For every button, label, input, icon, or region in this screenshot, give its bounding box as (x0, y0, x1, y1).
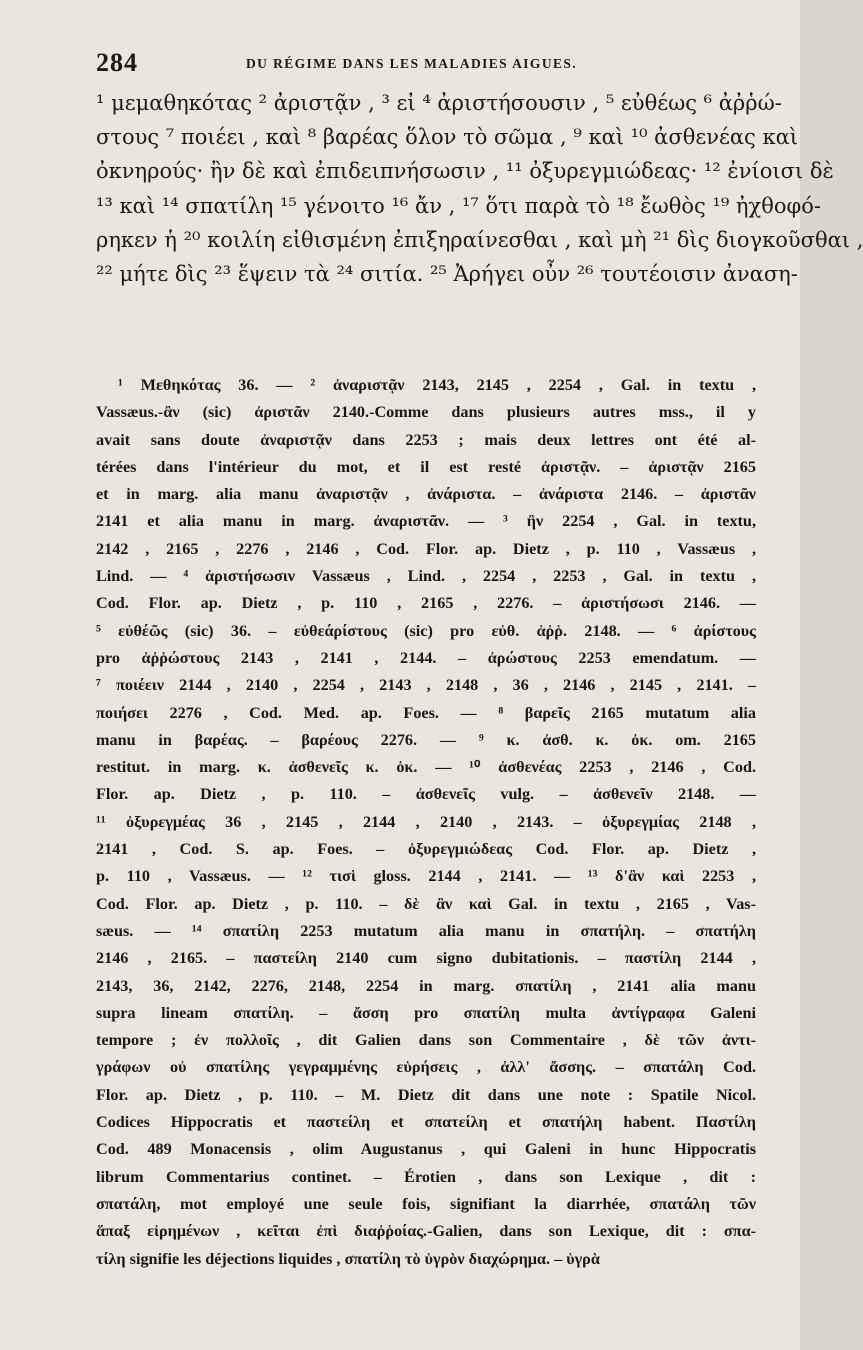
footnote-line: 2142 , 2165 , 2276 , 2146 , Cod. Flor. ap. Dietz , p. 110 , Vassæus , (96, 539, 756, 558)
footnote-line: τίλη signifie les déjections liquides , σπατίλη τὸ ὑγρὸν διαχώρημα. – ὑγρὰ (96, 1249, 600, 1268)
text-line: ρηκεν ἡ ²⁰ κοιλίη εἰθισμένη ἐπιξηραίνεσθαι , καὶ μὴ ²¹ δὶς διογκοῦσθαι , (96, 227, 863, 252)
footnote-line: Codices Hippocratis et παστείλη et σπατείλη et σπατήλη habent. Παστίλη (96, 1113, 756, 1132)
footnote-line: Cod. Flor. ap. Dietz , p. 110 , 2165 , 2276. – ἀριστήσωσι 2146. — (96, 594, 756, 613)
footnote-line: tempore ; ἐν πολλοῖς , dit Galien dans son Commentaire , δὲ τῶν ἀντι- (96, 1031, 756, 1050)
footnote-line: ⁷ ποιέειν 2144 , 2140 , 2254 , 2143 , 2148 , 36 , 2146 , 2145 , 2141. – (96, 676, 756, 695)
footnote-line: supra lineam σπατίλη. – ἄσση pro σπατίλη multa ἀντίγραφα Galeni (96, 1003, 756, 1022)
text-line: ¹ μεμαθηκότας ² ἀριστᾷν , ³ εἰ ⁴ ἀριστήσουσιν , ⁵ εὐθέως ⁶ ἀῤῥώ- (96, 91, 782, 115)
footnote-line: ⁵ εὐθέῶς (sic) 36. – εὐθεάρίστους (sic) pro εὐθ. ἀῤῥ. 2148. — ⁶ ἀρίστους (96, 621, 756, 640)
footnote-line: avait sans doute ἀναριστᾷν dans 2253 ; mais deux lettres ont été al- (96, 430, 756, 449)
footnote-line: pro ἀῤῥώστους 2143 , 2141 , 2144. – ἀρώστους 2253 emendatum. — (96, 648, 756, 667)
footnote-line: σπατάλη, mot employé une seule fois, signifiant la diarrhée, σπατάλη τῶν (96, 1194, 756, 1213)
main-greek-text (96, 86, 863, 291)
footnote-line: térées dans l'intérieur du mot, et il est resté ἀριστᾷν. – ἀριστᾷν 2165 (96, 457, 756, 476)
text-line: ὀκνηρούς· ἢν δὲ καὶ ἐπιδειπνήσωσιν , ¹¹ ὀξυρεγμιώδεας· ¹² ἐνίοισι δὲ (96, 159, 834, 184)
text-line: ¹³ καὶ ¹⁴ σπατίλη ¹⁵ γένοιτο ¹⁶ ἄν , ¹⁷ ὅτι παρὰ τὸ ¹⁸ ἔωθὸς ¹⁹ ἠχθοφό- (96, 193, 821, 218)
footnote-line: sæus. — ¹⁴ σπατίλη 2253 mutatum alia manu in σπατήλη. – σπατήλη (96, 921, 756, 940)
footnote-line: 2141 et alia manu in marg. ἀναριστᾶν. — ³ ἢν 2254 , Gal. in textu, (96, 512, 756, 531)
text-line: ²² μήτε δὶς ²³ ἕψειν τὰ ²⁴ σιτία. ²⁵ Ἀρήγει οὖν ²⁶ τουτέοισιν ἀναση- (96, 261, 798, 286)
footnote-line: Flor. ap. Dietz , p. 110. – ἀσθενεῖς vulg. – ἀσθενεῖν 2148. — (96, 785, 756, 804)
footnote-line: ¹ Μεθηκότας 36. — ² ἀναριστᾷν 2143, 2145 , 2254 , Gal. in textu , (118, 376, 756, 394)
footnote-line: Cod. Flor. ap. Dietz , p. 110. – δὲ ἂν καὶ Gal. in textu , 2165 , Vas- (96, 894, 756, 913)
footnote-line: librum Commentarius continet. – Érotien , dans son Lexique , dit : (96, 1167, 756, 1186)
footnote-line: 2146 , 2165. – παστείλη 2140 cum signo dubitationis. – παστίλη 2144 , (96, 949, 756, 968)
footnote-line: p. 110 , Vassæus. — ¹² τισὶ gloss. 2144 , 2141. — ¹³ δ'ἂν καὶ 2253 , (96, 867, 756, 886)
footnotes (96, 372, 756, 1273)
footnote-line: ποιήσει 2276 , Cod. Med. ap. Foes. — ⁸ βαρεῖς 2165 mutatum alia (96, 703, 756, 722)
footnote-line: ἅπαξ εἰρημένων , κεῖται ἐπὶ διαῤῥοίας.-Galien, dans son Lexique, dit : σπα- (96, 1222, 756, 1241)
page-header (96, 48, 746, 78)
footnote-line: Lind. — ⁴ ἀριστήσωσιν Vassæus , Lind. , 2254 , 2253 , Gal. in textu , (96, 567, 756, 586)
running-title: DU RÉGIME DANS LES MALADIES AIGUES. (246, 56, 578, 71)
footnote-line: γράφων οὐ σπατίλης γεγραμμένης εὑρήσεις , ἀλλ' ἄσσης. – σπατάλη Cod. (96, 1058, 756, 1077)
footnote-line: Flor. ap. Dietz , p. 110. – M. Dietz dit dans une note : Spatile Nicol. (96, 1085, 756, 1104)
footnote-line: et in marg. alia manu ἀναριστᾷν , ἀνάριστα. – ἀνάριστα 2146. – ἀριστᾶν (96, 485, 756, 504)
footnote-line: 2141 , Cod. S. ap. Foes. – ὀξυρεγμιώδεας Cod. Flor. ap. Dietz , (96, 840, 756, 859)
footnote-line: restitut. in marg. κ. ἀσθενεῖς κ. ὀκ. — ¹⁰ ἀσθενέας 2253 , 2146 , Cod. (96, 758, 756, 777)
footnote-line: 2143, 36, 2142, 2276, 2148, 2254 in marg. σπατίλη , 2141 alia manu (96, 976, 756, 995)
page-number: 284 (96, 48, 138, 77)
text-line: στους ⁷ ποιέει , καὶ ⁸ βαρέας ὅλον τὸ σῶμα , ⁹ καὶ ¹⁰ ἀσθενέας καὶ (96, 125, 799, 150)
footnote-line: manu in βαρέας. – βαρέους 2276. — ⁹ κ. ἀσθ. κ. ὀκ. om. 2165 (96, 730, 756, 749)
footnote-line: Vassæus.-ἂν (sic) ἀριστᾶν 2140.-Comme dans plusieurs autres mss., il y (96, 403, 756, 422)
footnote-line: ¹¹ ὀξυρεγμέας 36 , 2145 , 2144 , 2140 , 2143. – ὀξυρεγμίας 2148 , (96, 812, 756, 831)
footnote-line: Cod. 489 Monacensis , olim Augustanus , qui Galeni in hunc Hippocratis (96, 1140, 756, 1159)
